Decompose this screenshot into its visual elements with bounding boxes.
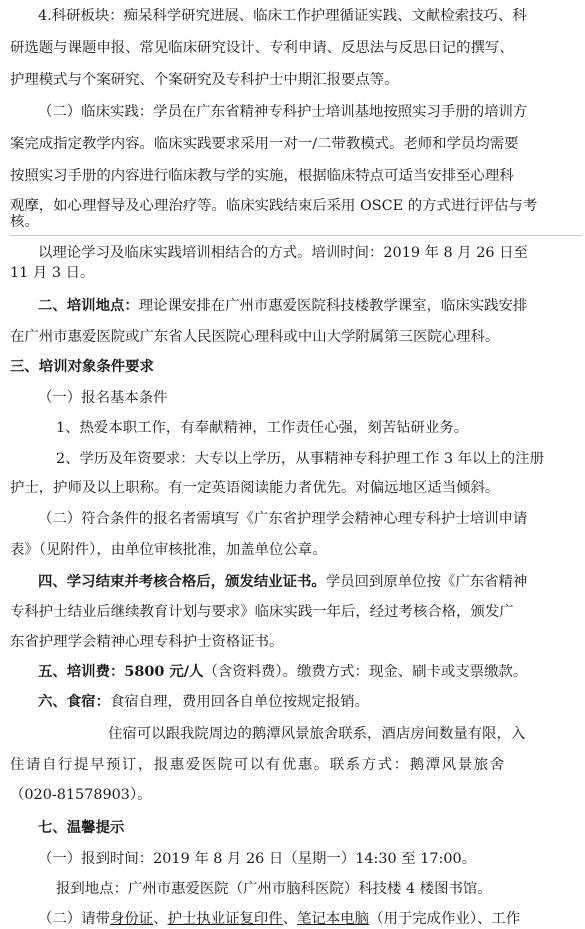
training-method-line-1: 以理论学习及临床实践培训相结合的方式。培训时间：2019 年 8 月 26 日至 xyxy=(38,245,528,261)
application-line-1: （二）符合条件的报名者需填写《广东省护理学会精神心理专科护士培训申请 xyxy=(38,511,528,527)
fee-heading: 五、培训费：5800 元/人 xyxy=(38,663,204,680)
certificate-line-3: 东省护理学会精神心理专科护士资格证书。 xyxy=(10,634,284,650)
requirement-1: 1、热爱本职工作，有奉献精神，工作责任心强，刻苦钻研业务。 xyxy=(56,420,469,436)
registration-location: 报到地点：广州市惠爱医院（广州市脑科医院）科技楼 4 楼图书馆。 xyxy=(56,881,492,897)
clinical-practice-line-2: 案完成指定教学内容。临床实践要求采用一对一/二带教模式。老师和学员均需要 xyxy=(10,136,519,152)
fee-line xyxy=(38,662,527,682)
basic-requirements-heading: （一）报名基本条件 xyxy=(38,390,168,406)
training-location-line-1 xyxy=(38,296,527,316)
requirement-2-line-1: 2、学历及年资要求：大专以上学历，从事精神专科护理工作 3 年以上的注册 xyxy=(56,451,544,467)
lodging-line-2: 住请自行提早预订，报惠爱医院可以有优惠。联系方式：鹅潭风景旅舍 xyxy=(10,757,506,773)
requirement-2-line-2: 护士，护师及以上职称。有一定英语阅读能力者优先。对偏远地区适当倾斜。 xyxy=(10,480,500,496)
nurse-license-item: 护士执业证复印件 xyxy=(167,911,283,927)
registration-time: （一）报到时间：2019 年 8 月 26 日（星期一）14:30 至 17:00。 xyxy=(38,851,477,867)
clinical-practice-line-1: （二）临床实践：学员在广东省精神专科护士培训基地按照实习手册的培训方 xyxy=(38,104,528,120)
fee-text: （含资料费）。缴费方式：现金、刷卡或支票缴款。 xyxy=(203,664,528,680)
certificate-heading: 四、学习结束并考核合格后，颁发结业证书。 xyxy=(38,573,326,590)
separator-1: 、 xyxy=(153,911,168,927)
training-location-heading: 二、培训地点： xyxy=(38,297,139,314)
items-suffix: （用于完成作业）、工作 xyxy=(369,911,521,927)
training-location-text: 理论课安排在广州市惠爱医院科技楼教学课室，临床实践安排 xyxy=(138,298,528,314)
clinical-practice-line-5: 核。 xyxy=(10,214,39,230)
items-prefix: （二）请带 xyxy=(38,911,110,927)
laptop-item: 笔记本电脑 xyxy=(297,911,370,927)
accommodation-line xyxy=(38,692,369,712)
section-7-heading: 七、温馨提示 xyxy=(38,819,125,836)
accommodation-text: 食宿自理，费用回各自单位按规定报销。 xyxy=(109,694,370,710)
application-line-2: 表》（见附件），由单位审核批准，加盖单位公章。 xyxy=(10,542,327,558)
clinical-practice-line-3: 按照实习手册的内容进行临床教与学的实施，根据临床特点可适当安排至心理科 xyxy=(10,168,514,184)
lodging-line-1: 住宿可以跟我院周边的鹅潭风景旅舍联系，酒店房间数量有限，入 xyxy=(108,726,526,742)
separator-2: 、 xyxy=(282,911,298,927)
research-module-line-3: 护理模式与个案研究、个案研究及专科护士中期汇报要点等。 xyxy=(10,72,399,88)
clinical-practice-line-4: 观摩，如心理督导及心理治疗等。临床实践结束后采用 OSCE 的方式进行评估与考 xyxy=(10,198,538,214)
certificate-line-2: 专科护士结业后继续教育计划与要求》临床实践一年后，经过考核合格，颁发广 xyxy=(10,604,514,620)
research-module-line-2: 研选题与课题申报、常见临床研究设计、专利申请、反思法与反思日记的撰写、 xyxy=(10,40,514,56)
items-to-bring-line xyxy=(38,909,520,929)
section-3-heading: 三、培训对象条件要求 xyxy=(10,358,154,375)
section-divider xyxy=(10,235,582,236)
training-location-line-2: 在广州市惠爱医院或广东省人民医院心理科或中山大学附属第三医院心理科。 xyxy=(10,329,500,345)
training-method-line-2: 11 月 3 日。 xyxy=(10,265,95,281)
research-module-line-1: 4.科研板块：痴呆科学研究进展、临床工作护理循证实践、文献检索技巧、科 xyxy=(38,8,527,24)
lodging-phone: （020-81578903）。 xyxy=(10,787,152,803)
id-card-item: 身份证 xyxy=(109,911,154,927)
certificate-text: 学员回到原单位按《广东省精神 xyxy=(325,574,528,590)
accommodation-heading: 六、食宿： xyxy=(38,693,110,710)
certificate-line-1 xyxy=(38,572,527,592)
